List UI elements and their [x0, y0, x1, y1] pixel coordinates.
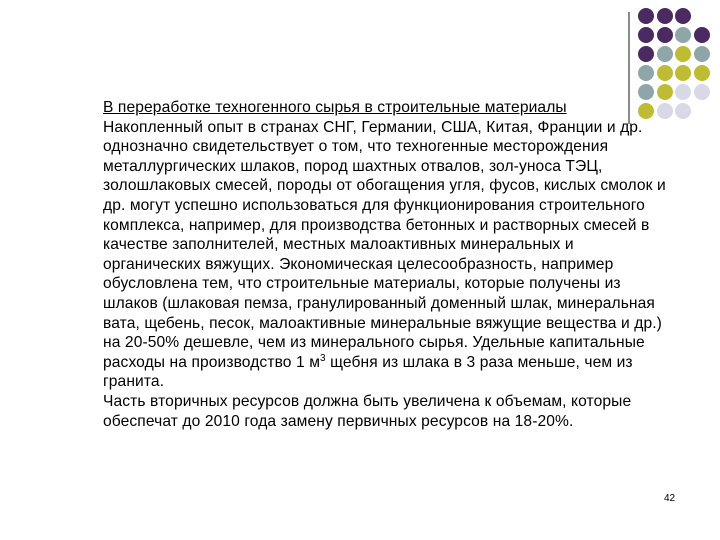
- text-line: органических вяжущих. Экономическая целесообразность, например: [103, 255, 614, 273]
- text-line: Часть вторичных ресурсов должна быть увеличена к объемам, которые: [103, 392, 632, 410]
- decorative-dot: [638, 65, 654, 81]
- decorative-dot: [694, 8, 710, 24]
- text-line: Накопленный опыт в странах СНГ, Германии, США, Китая, Франции и др.: [103, 118, 643, 136]
- text-line: обеспечат до 2010 года замену первичных ресурсов на 18-20%.: [103, 412, 574, 430]
- decorative-dot: [694, 65, 710, 81]
- decorative-dot: [675, 8, 691, 24]
- decorative-dot: [657, 65, 673, 81]
- text-line: гранита.: [103, 373, 165, 391]
- text-line: качестве заполнителей, местных малоактивных минеральных и: [103, 236, 574, 254]
- text-line: др. могут успешно использоваться для функционирования строительного: [103, 196, 645, 214]
- cubic-superscript: 3: [320, 352, 326, 364]
- decorative-dot: [694, 103, 710, 119]
- text-line: на 20-50% дешевле, чем из минерального сырья. Удельные капитальные: [103, 334, 645, 352]
- text-line: золошлаковых смесей, породы от обогащения угля, фусов, кислых смолок и: [103, 177, 666, 195]
- cost-text-before: расходы на производство 1 м: [103, 353, 321, 371]
- decorative-dot: [638, 8, 654, 24]
- decorative-dot: [638, 27, 654, 43]
- decorative-dot: [694, 27, 710, 43]
- decorative-dot: [657, 27, 673, 43]
- decorative-dot: [694, 46, 710, 62]
- text-line: шлаков (шлаковая пемза, гранулированный доменный шлак, минеральная: [103, 294, 655, 312]
- decorative-dot: [657, 8, 673, 24]
- text-line: комплекса, например, для производства бетонных и растворных смесей в: [103, 216, 650, 234]
- page-number: 42: [664, 493, 676, 504]
- cost-text-after: щебня из шлака в 3 раза меньше, чем из: [325, 353, 633, 371]
- decorative-dot: [657, 46, 673, 62]
- text-line: металлургических шлаков, пород шахтных отвалов, зол-уноса ТЭЦ,: [103, 157, 603, 175]
- text-line: однозначно свидетельствует о том, что техногенные месторождения: [103, 138, 609, 156]
- text-line: обусловлена тем, что строительные материалы, которые получены из: [103, 275, 621, 293]
- decorative-dot: [694, 84, 710, 100]
- text-line: вата, щебень, песок, малоактивные минеральные вяжущие вещества и др.): [103, 314, 662, 332]
- decorative-dot: [638, 46, 654, 62]
- decorative-dot: [675, 27, 691, 43]
- decorative-dot: [675, 65, 691, 81]
- text-line-cost: [103, 353, 683, 373]
- decorative-dot: [675, 46, 691, 62]
- slide-body: [103, 98, 683, 431]
- slide-heading: В переработке техногенного сырья в строительные материалы: [103, 99, 567, 116]
